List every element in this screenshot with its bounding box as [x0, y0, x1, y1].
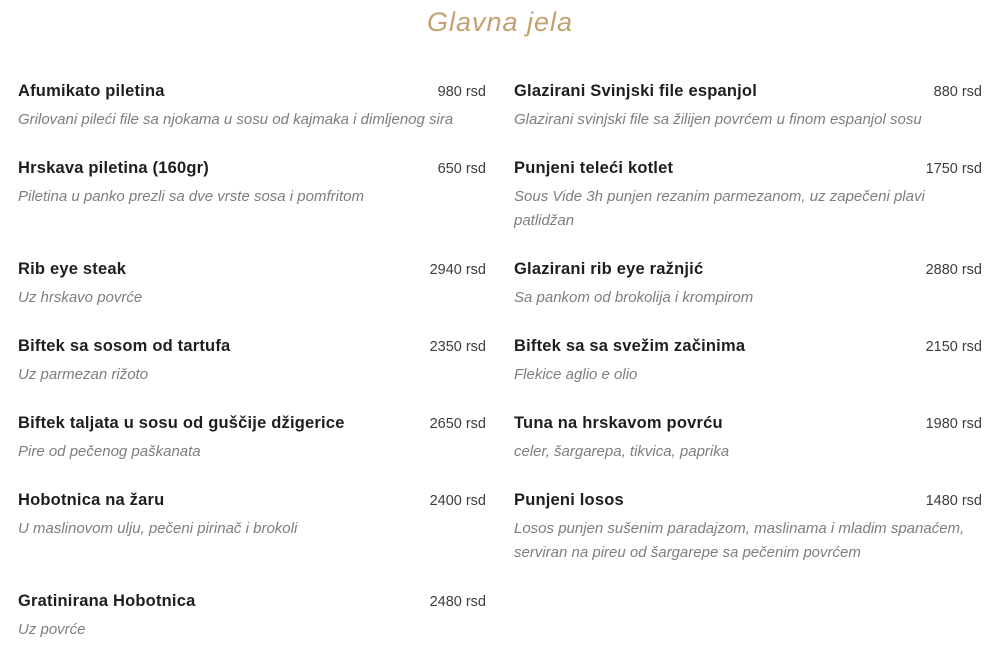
dish-price: 2150 rsd — [925, 339, 982, 355]
dish-description: U maslinovom ulju, pečeni pirinač i brokoli — [18, 520, 298, 537]
dish-header — [514, 157, 982, 180]
menu-item — [514, 412, 982, 464]
dish-name: Tuna na hrskavom povrću — [514, 414, 723, 432]
dish-price: 1750 rsd — [925, 161, 982, 177]
dish-price: 2400 rsd — [429, 493, 486, 509]
dish-price: 2480 rsd — [429, 594, 486, 610]
dish-price: 2350 rsd — [429, 339, 486, 355]
dish-header — [18, 489, 486, 512]
dish-description: Uz povrće — [18, 621, 86, 638]
dish-header — [514, 335, 982, 358]
dish-description: Flekice aglio e olio — [514, 366, 638, 383]
dish-description: Pire od pečenog paškanata — [18, 443, 201, 460]
dish-header — [18, 258, 486, 281]
dish-description: Glazirani svinjski file sa žilijen povrćem u finom espanjol sosu — [514, 111, 922, 128]
menu-item — [514, 157, 982, 233]
dish-name: Punjeni teleći kotlet — [514, 159, 674, 177]
menu-grid — [18, 80, 982, 642]
dish-description: Piletina u panko prezli sa dve vrste sosa i pomfritom — [18, 188, 364, 205]
dish-name: Glazirani rib eye ražnjić — [514, 260, 704, 278]
dish-header — [18, 80, 486, 103]
dish-header — [18, 590, 486, 613]
dish-header — [514, 80, 982, 103]
dish-header — [514, 412, 982, 435]
dish-header — [18, 157, 486, 180]
menu-item — [18, 412, 486, 464]
menu-item — [514, 489, 982, 565]
dish-header — [18, 412, 486, 435]
dish-name: Biftek sa sosom od tartufa — [18, 337, 231, 355]
dish-name: Afumikato piletina — [18, 82, 165, 100]
dish-price: 1980 rsd — [925, 416, 982, 432]
dish-description: Uz parmezan rižoto — [18, 366, 149, 383]
menu-item — [514, 335, 982, 387]
menu-item — [18, 489, 486, 565]
dish-price: 2650 rsd — [429, 416, 486, 432]
dish-name: Hrskava piletina (160gr) — [18, 159, 209, 177]
dish-price: 2880 rsd — [925, 262, 982, 278]
dish-name: Biftek sa sa svežim začinima — [514, 337, 746, 355]
dish-description: Uz hrskavo povrće — [18, 289, 143, 306]
dish-description: Sous Vide 3h punjen rezanim parmezanom, uz zapečeni plavi patlidžan — [514, 188, 925, 229]
dish-header — [514, 489, 982, 512]
dish-description: Losos punjen sušenim paradajzom, maslinama i mladim spanaćem, serviran na pireu od šargarepe sa pečenim povrćem — [514, 520, 965, 561]
dish-name: Gratinirana Hobotnica — [18, 592, 196, 610]
dish-description: celer, šargarepa, tikvica, paprika — [514, 443, 730, 460]
dish-price: 1480 rsd — [925, 493, 982, 509]
dish-price: 880 rsd — [933, 84, 982, 100]
menu-item — [514, 80, 982, 132]
dish-price: 2940 rsd — [429, 262, 486, 278]
menu-item — [18, 335, 486, 387]
dish-description: Sa pankom od brokolija i krompirom — [514, 289, 754, 306]
dish-header — [514, 258, 982, 281]
dish-name: Biftek taljata u sosu od guščije džigerice — [18, 414, 345, 432]
dish-price: 980 rsd — [437, 84, 486, 100]
menu-item — [18, 157, 486, 233]
dish-name: Glazirani Svinjski file espanjol — [514, 82, 757, 100]
dish-name: Rib eye steak — [18, 260, 127, 278]
menu-item — [18, 80, 486, 132]
dish-header — [18, 335, 486, 358]
dish-name: Hobotnica na žaru — [18, 491, 165, 509]
menu-item — [18, 590, 486, 642]
menu-item — [514, 258, 982, 310]
dish-price: 650 rsd — [437, 161, 486, 177]
dish-name: Punjeni losos — [514, 491, 624, 509]
page-title: Glavna jela — [426, 7, 574, 37]
dish-description: Grilovani pileći file sa njokama u sosu od kajmaka i dimljenog sira — [18, 111, 454, 128]
menu-item — [18, 258, 486, 310]
